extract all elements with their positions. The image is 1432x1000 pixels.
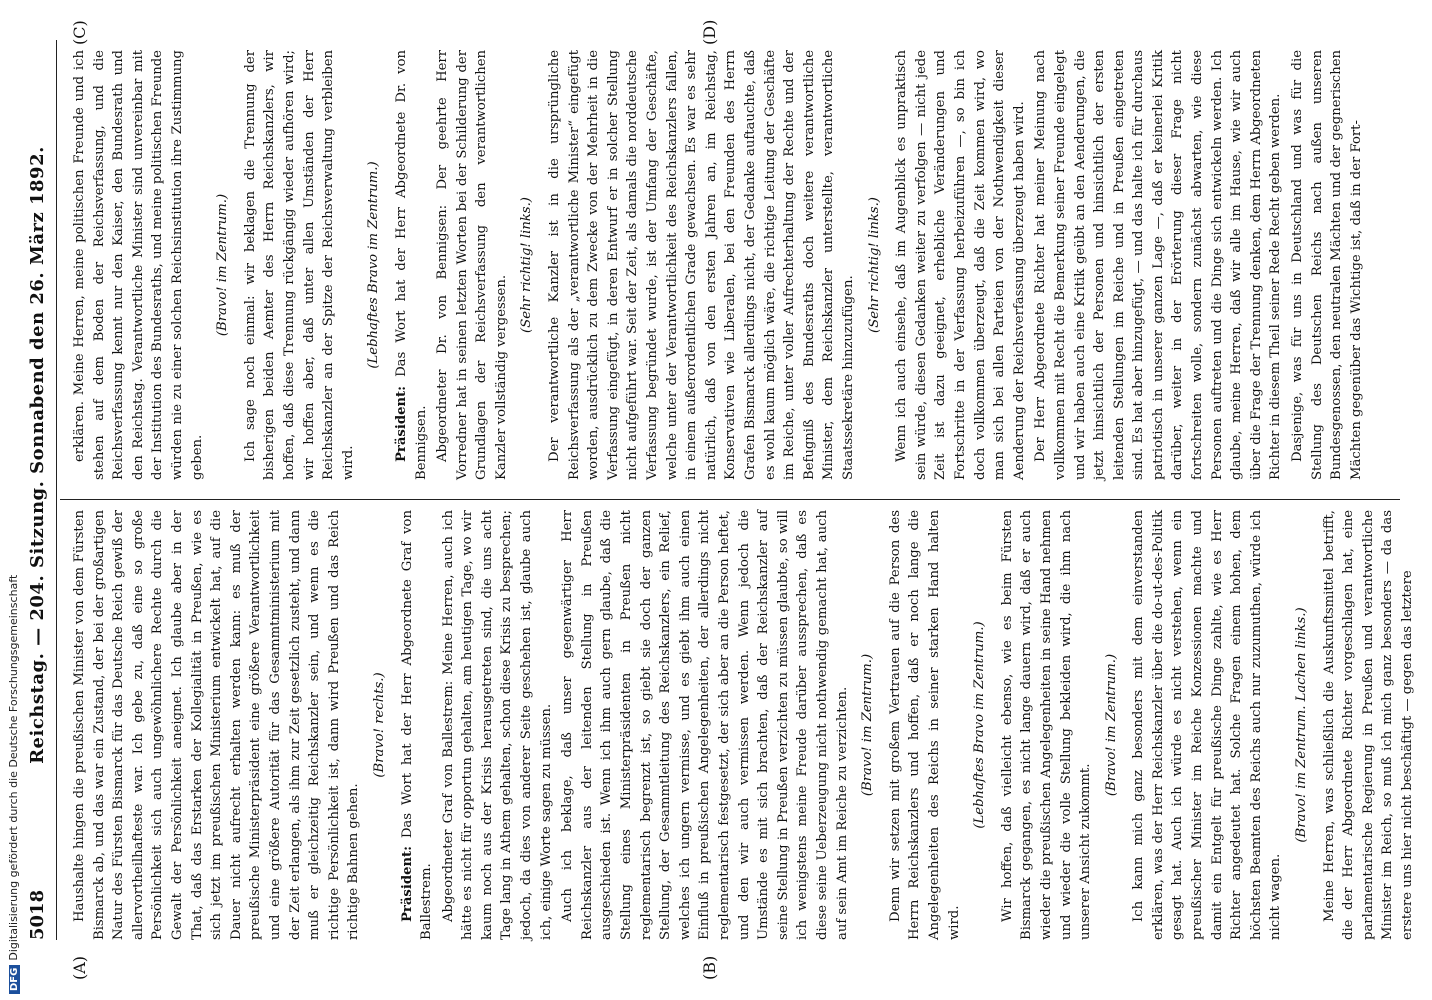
speaker-label: Präsident: xyxy=(393,385,409,462)
interjection: (Bravo! im Zentrum. Lachen links.) xyxy=(1294,607,1310,843)
paragraph: Denn wir setzen mit großem Vertrauen auf die Person des Herrn Reichskanzlers und hoffen, daß er noch lange die Angelegenheiten des Reichs in seiner starken Hand halten wird. xyxy=(887,510,962,940)
margin-marker-d: (D) xyxy=(700,19,719,45)
interjection: (Sehr richtig! links.) xyxy=(866,197,882,333)
interjection: (Bravo! im Zentrum.) xyxy=(1103,653,1119,797)
paragraph xyxy=(398,510,437,940)
speaker-label: Präsident: xyxy=(399,845,415,922)
margin-marker-b: (B) xyxy=(700,955,719,980)
paragraph: Ich sage noch einmal: wir beklagen die Trennung der bisherigen beiden Aemter des Herrn Reichskanzlers, wir hoffen, daß diese Trennung rückgängig wieder aufhören wird; wir hoffen aber, daß unter allen Umständen der Herr Reichskanzler an der Spitze der Reichsverwaltung verbleiben wird. xyxy=(242,50,356,480)
paragraph: erklären. Meine Herren, meine politischen Freunde und ich stehen auf dem Boden der Reichsverfassung, und die Reichsverfassung kennt nur den Kaiser, den Bundesrath und den Reichstag. Verantwortliche Minister sind unvereinbar mit der Institution des Bundesraths, und meine politischen Freunde würden nie zu einer solchen Reichsinstitution ihre Zustimmung geben. xyxy=(72,50,205,480)
paragraph: Haushalte hingen die preußischen Minister von dem Fürsten Bismarck ab, und das war ein Zustand, der bei der großartigen Natur des Fürsten Bismarck für das Deutsche Reich gewiß der allervortheilhafteste war. Ich gebe zu, daß eine so große Persönlichkeit sich auch ungewöhnlichere Rechte durch die Gewalt der Persönlichkeit aneignet. Ich glaube aber in der That, daß das Erstarken der Kollegialität in Preußen, wie es sich jetzt im preußischen Ministerium entwickelt hat, auf die Dauer nicht aufrecht erhalten werden kann: es muß der preußische Ministerpräsident eine größere Verantwortlichkeit und eine größere Autorität für das Gesammtministerium mit der Zeit erlangen, als ihm zur Zeit gesetzlich zusteht, und dann muß er gleichzeitig Reichskanzler sein, und wenn es die richtige Persönlichkeit ist, dann wird Preußen und das Reich richtige Bahnen gehen. xyxy=(72,510,362,940)
right-column xyxy=(70,50,1368,480)
margin-marker-c: (C) xyxy=(70,20,89,45)
running-title: Reichstag. — 204. Sitzung. Sonnabend den 26. März 1892. xyxy=(26,146,48,764)
header-rule xyxy=(56,40,57,940)
interjection: (Bravo! rechts.) xyxy=(371,672,387,778)
margin-marker-a: (A) xyxy=(70,955,89,980)
dfg-logo: DFG xyxy=(9,965,20,994)
paragraph: Dasjenige, was für uns in Deutschland und was für die Stellung des Deutschen Reichs nach außen unseren Bundesgenossen, den neutralen Mächten und der gegnerischen Mächten gegenüber das Wichtige ist, daß in der Fort- xyxy=(1290,50,1364,480)
interjection: (Lebhaftes Bravo im Zentrum.) xyxy=(366,161,382,369)
paragraph: Meine Herren, was schließlich die Auskunftsmittel betrifft, die der Herr Abgeordnete Richter vorgeschlagen hat, eine parlamentarische Regierung in Preußen und verantwortliche Minister im Reich, so muß ich mich ganz besonders — da das erstere uns hier nicht beschäftigt — gegen das letztere xyxy=(1321,510,1415,940)
page-number: 5018 xyxy=(26,889,48,940)
paragraph: Auch ich beklage, daß unser gegenwärtiger Herr Reichskanzler aus der leitenden Stellung in Preußen ausgeschieden ist. Wenn ich ihm auch gern glaube, daß die Stellung eines Ministerpräsidenten in Preußen nicht reglementarisch begrenzt ist, so giebt sie doch der ganzen Stellung, der Gesammtleitung des Reichskanzlers, ein Relief, welches ich ungern vermisse, und es giebt ihm auch einen Einfluß in preußischen Angelegenheiten, der allerdings nicht reglementarisch festgesetzt, der sich aber an die Person heftet, und den wir auch vermissen werden. Wenn jedoch die Umstände es mit sich brachten, daß der Reichskanzler auf seine Stellung in Preußen verzichten zu müssen glaubte, so will ich wenigstens meine Freude darüber aussprechen, daß es diese seine Ueberzeugung nicht nothwendig gemacht hat, auch auf sein Amt im Reiche zu verzichten. xyxy=(560,510,850,940)
interjection: (Bravo! im Zentrum.) xyxy=(860,653,876,797)
paragraph: Wir hoffen, daß vielleicht ebenso, wie es beim Fürsten Bismarck gegangen, es nicht lange dauern wird, daß er auch wieder die preußischen Angelegenheiten in seine Hand nehmen und wieder die volle Stellung bekleiden wird, die ihm nach unserer Ansicht zukommt. xyxy=(999,510,1094,940)
paragraph: Wenn ich auch einsehe, daß im Augenblick es unpraktisch sein würde, diesen Gedanken weiter zu verfolgen — nicht jede Zeit ist dazu geeignet, erhebliche Veränderungen und Fortschritte in der Verfassung herbeizuführen —, so bin ich doch vollkommen überzeugt, daß die Zeit kommen wird, wo man sich bei allen Parteien von der Nothwendigkeit dieser Aenderung der Reichsverfassung überzeugt haben wird. xyxy=(894,50,1027,480)
paragraph: Ich kann mich ganz besonders mit dem einverstanden erklären, was der Herr Reichskanzler über die do-ut-des-Politik gesagt hat. Auch ich würde es nicht verstehen, wenn ein preußischer Minister im Reiche Konzessionen machte und damit ein Entgelt für preußische Dinge zahlte, wie es Herr Richter angedeutet hat. Solche Fragen einem hohen, dem höchsten Beamten des Reichs auch nur zuzumuthen, würde ich nicht wagen. xyxy=(1131,510,1284,940)
paragraph-text: Das Wort hat der Herr Abgeordnete Graf von Ballestrem. xyxy=(399,510,435,940)
funding-note xyxy=(7,575,20,994)
funding-text: Digitalisierung gefördert durch die Deutsche Forschungsgemeinschaft xyxy=(7,574,20,961)
interjection: (Lebhaftes Bravo im Zentrum.) xyxy=(972,621,988,829)
paragraph: Abgeordneter Graf von Ballestrem: Meine Herren, auch ich hätte es nicht für opportun gehalten, am heutigen Tage, wo wir kaum noch aus der Krisis herausgetreten sind, die uns acht Tage lang in Athem gehalten, schon diese Krisis zu besprechen; jedoch, da dies von anderer Seite geschehen ist, glaube auch ich, einige Worte sagen zu müssen. xyxy=(440,510,554,940)
left-column xyxy=(70,510,1420,940)
page-header xyxy=(20,40,54,940)
paragraph: Der verantwortliche Kanzler ist in die ursprüngliche Reichsverfassung als der „verantwortliche Minister“ eingefügt worden, ausdrücklich zu dem Zwecke von der Mehrheit in die Verfassung eingefügt, in deren Entwurf er in solcher Stellung nicht aufgeführt war. Seit der Zeit, als damals die norddeutsche Verfassung begründet wurde, ist der Umfang der Geschäfte, welche unter der Verantwortlichkeit des Reichskanzlers fallen, in einem außerordentlichen Grade gewachsen. Es war es sehr natürlich, daß von den ersten Jahren an, im Reichstag, Konservativen wie Liberalen, bei den Freunden des Herrn Grafen Bismarck allerdings nicht, der Gedanke auftauchte, daß es wohl kaum möglich wäre, die richtige Leitung der Geschäfte im Reiche, unter voller Aufrechterhaltung der Rechte und der Befugniß des Bundesraths doch weitere verantwortliche Minister, dem Reichskanzler unterstellte, verantwortliche Staatssekretäre hinzuzufügen. xyxy=(547,50,856,480)
interjection: (Sehr richtig! links.) xyxy=(519,197,535,333)
paragraph: Der Herr Abgeordnete Richter hat meiner Meinung nach vollkommen mit Recht die Bemerkung seiner Freunde eingelegt und wir haben auch eine Kritik geübt an den Aenderungen, die jetzt hinsichtlich der Personen und hinsichtlich der ersten leitenden Stellungen im Reiche und in Preußen eingetreten sind. Es hat aber hinzugefügt, — und das halte ich für durchaus patriotisch in unserer ganzen Lage —, daß er keinerlei Kritik darüber, weiter in der Erörterung dieser Frage nicht fortschreiten wolle, sondern zunächst abwarten, wie diese Personen auftreten und die Dinge sich entwickeln werden. Ich glaube, meine Herren, daß wir alle im Hause, wie wir auch über die Frage der Trennung denken, dem Herrn Abgeordneten Richter in diesem Theil seiner Rede Recht geben werden. xyxy=(1033,50,1284,480)
paragraph: Abgeordneter Dr. von Bennigsen: Der geehrte Herr Vorredner hat in seinen letzten Worten bei der Schilderung der Grundlagen der Reichsverfassung den verantwortlichen Kanzler vollständig vergessen. xyxy=(435,50,509,480)
interjection: (Bravo! im Zentrum.) xyxy=(215,193,231,337)
column-divider xyxy=(60,499,1400,500)
paragraph-text: Das Wort hat der Herr Abgeordnete Dr. von Bennigsen. xyxy=(393,50,429,480)
paragraph xyxy=(392,50,431,480)
